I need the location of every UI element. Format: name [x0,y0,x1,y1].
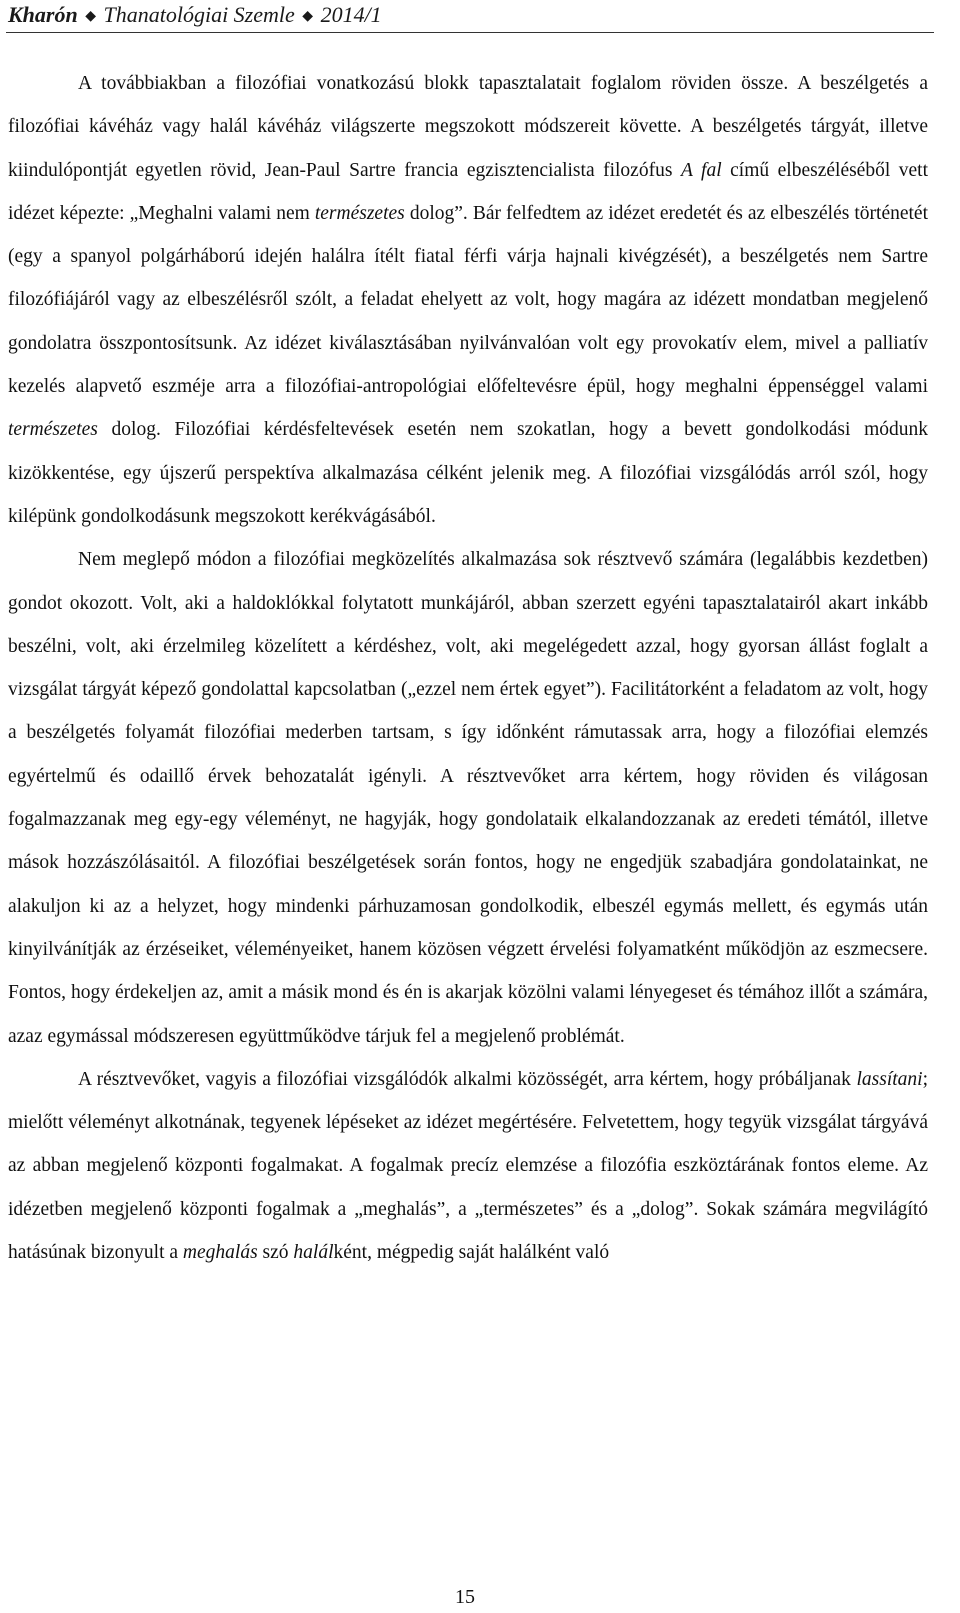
diamond-separator-icon: ◆ [85,9,96,24]
text-run: dolog”. Bár felfedtem az idézet eredetét és az elbeszélés történetét (egy a spanyol polgárháború idején halálra ítélt fiatal férfi várja hajnali kivégzését), a beszélgetés nem Sartre filozófiájáról vagy az elbeszélésről szólt, a feladat ehelyett az volt, hogy magára az idézett mondatban megjelenő gondolatra összpontosítsunk. Az idézet kiválasztásában nyilvánvalóan volt egy provokatív elem, mivel a palliatív kezelés alapvető eszméje arra a filozófiai-antropológiai előfeltevésre épül, hogy meghalni éppenséggel valami [8,202,929,398]
body-text [8,62,928,1274]
diamond-separator-icon: ◆ [302,9,314,24]
text-run: ; mielőtt véleményt alkotnának, tegyenek lépéseket az idézet megértésére. Felvetettem, hogy tegyük vizsgálat tárgyává az abban megjelenő központi fogalmakat. A fogalmak precíz elemzése a filozófia eszköztárának fontos eleme. Az idézetben megjelenő központi fogalmak a „meghalás”, a „természetes” és a „dolog”. Sokak számára megvilágító hatásúnak bizonyult a [8,1068,928,1264]
paragraph [8,1058,928,1274]
text-run: Nem meglepő módon a filozófiai megközelítés alkalmazása sok résztvevő számára (legalábbis kezdetben) gondot okozott. Volt, aki a haldoklókkal folytatott munkájáról, abban szerzett egyéni tapasztalatairól akart inkább beszélni, volt, aki érzelmileg közelített a kérdéshez, volt, aki megelégedett azzal, hogy gyorsan állást foglalt a vizsgálat tárgyát képező gondolattal kapcsolatban („ezzel nem értek egyet”). Facilitátorként a feladatom az volt, hogy a beszélgetés folyamát filozófiai mederben tartsam, s így időnként rámutassak arra, hogy a filozófiai elemzés egyértelmű és odaillő érvek behozatalát igényli. A résztvevőket arra kértem, hogy röviden és világosan fogalmazzanak meg egy-egy véleményt, ne hagyják, hogy gondolataik elkalandozzanak az eredeti témától, illetve mások hozzászólásaitól. A filozófiai beszélgetések során fontos, hogy ne engedjük szabadjára gondolatainkat, ne alakuljon ki az a helyzet, hogy mindenki párhuzamosan gondolkodik, elbeszél egymás mellett, és egymás után kinyilvánítják az érzéseiket, véleményeiket, hanem közösen végzett érvelési folyamatként működjön az eszmecsere. Fontos, hogy érdekeljen az, amit a másik mond és én is akarjak közölni valami lényegeset és témához illőt a számára, azaz egymással módszeresen együttműködve tárjuk fel a megjelenő problémát. [8,549,928,1047]
running-header [8,2,952,30]
text-run: című elbeszéléséből vett idézet képezte: „Meghalni valami nem [8,159,929,224]
page-number: 15 [455,1586,475,1608]
text-run: A továbbiakban a filozófiai vonatkozású blokk tapasztalatait foglalom röviden össze. A beszélgetés a filozófiai kávéház vagy halál kávéház világszerte megszokott módszereit követte. A beszélgetés tárgyát, illetve kiindulópontját egyetlen rövid, Jean-Paul Sartre francia egzisztencialista filozófus [8,73,928,181]
italic-text: lassítani [856,1068,923,1090]
italic-text: természetes [8,419,98,441]
journal-issue: 2014/1 [320,2,382,27]
journal-subtitle: Thanatológiai Szemle [103,2,295,27]
journal-name: Kharón [8,2,78,27]
paragraph [8,62,928,538]
header-divider [6,32,934,33]
italic-text: meghalás [182,1242,258,1264]
paragraph [8,538,928,1058]
text-run: dolog. Filozófiai kérdésfeltevések esetén nem szokatlan, hogy a bevett gondolkodási módunk kizökkentése, egy újszerű perspektíva alkalmazása célként jelenik meg. A filozófiai vizsgálódás arról szól, hogy kilépünk gondolkodásunk megszokott kerékvágásából. [8,419,928,527]
text-run: szó [257,1242,294,1264]
text-run: ként, mégpedig saját halálként való [333,1242,610,1264]
italic-text: halál [293,1242,334,1264]
italic-text: A fal [680,159,722,181]
italic-text: természetes [314,202,405,224]
text-run: A résztvevőket, vagyis a filozófiai vizsgálódók alkalmi közösségét, arra kértem, hogy próbáljanak [78,1068,857,1090]
